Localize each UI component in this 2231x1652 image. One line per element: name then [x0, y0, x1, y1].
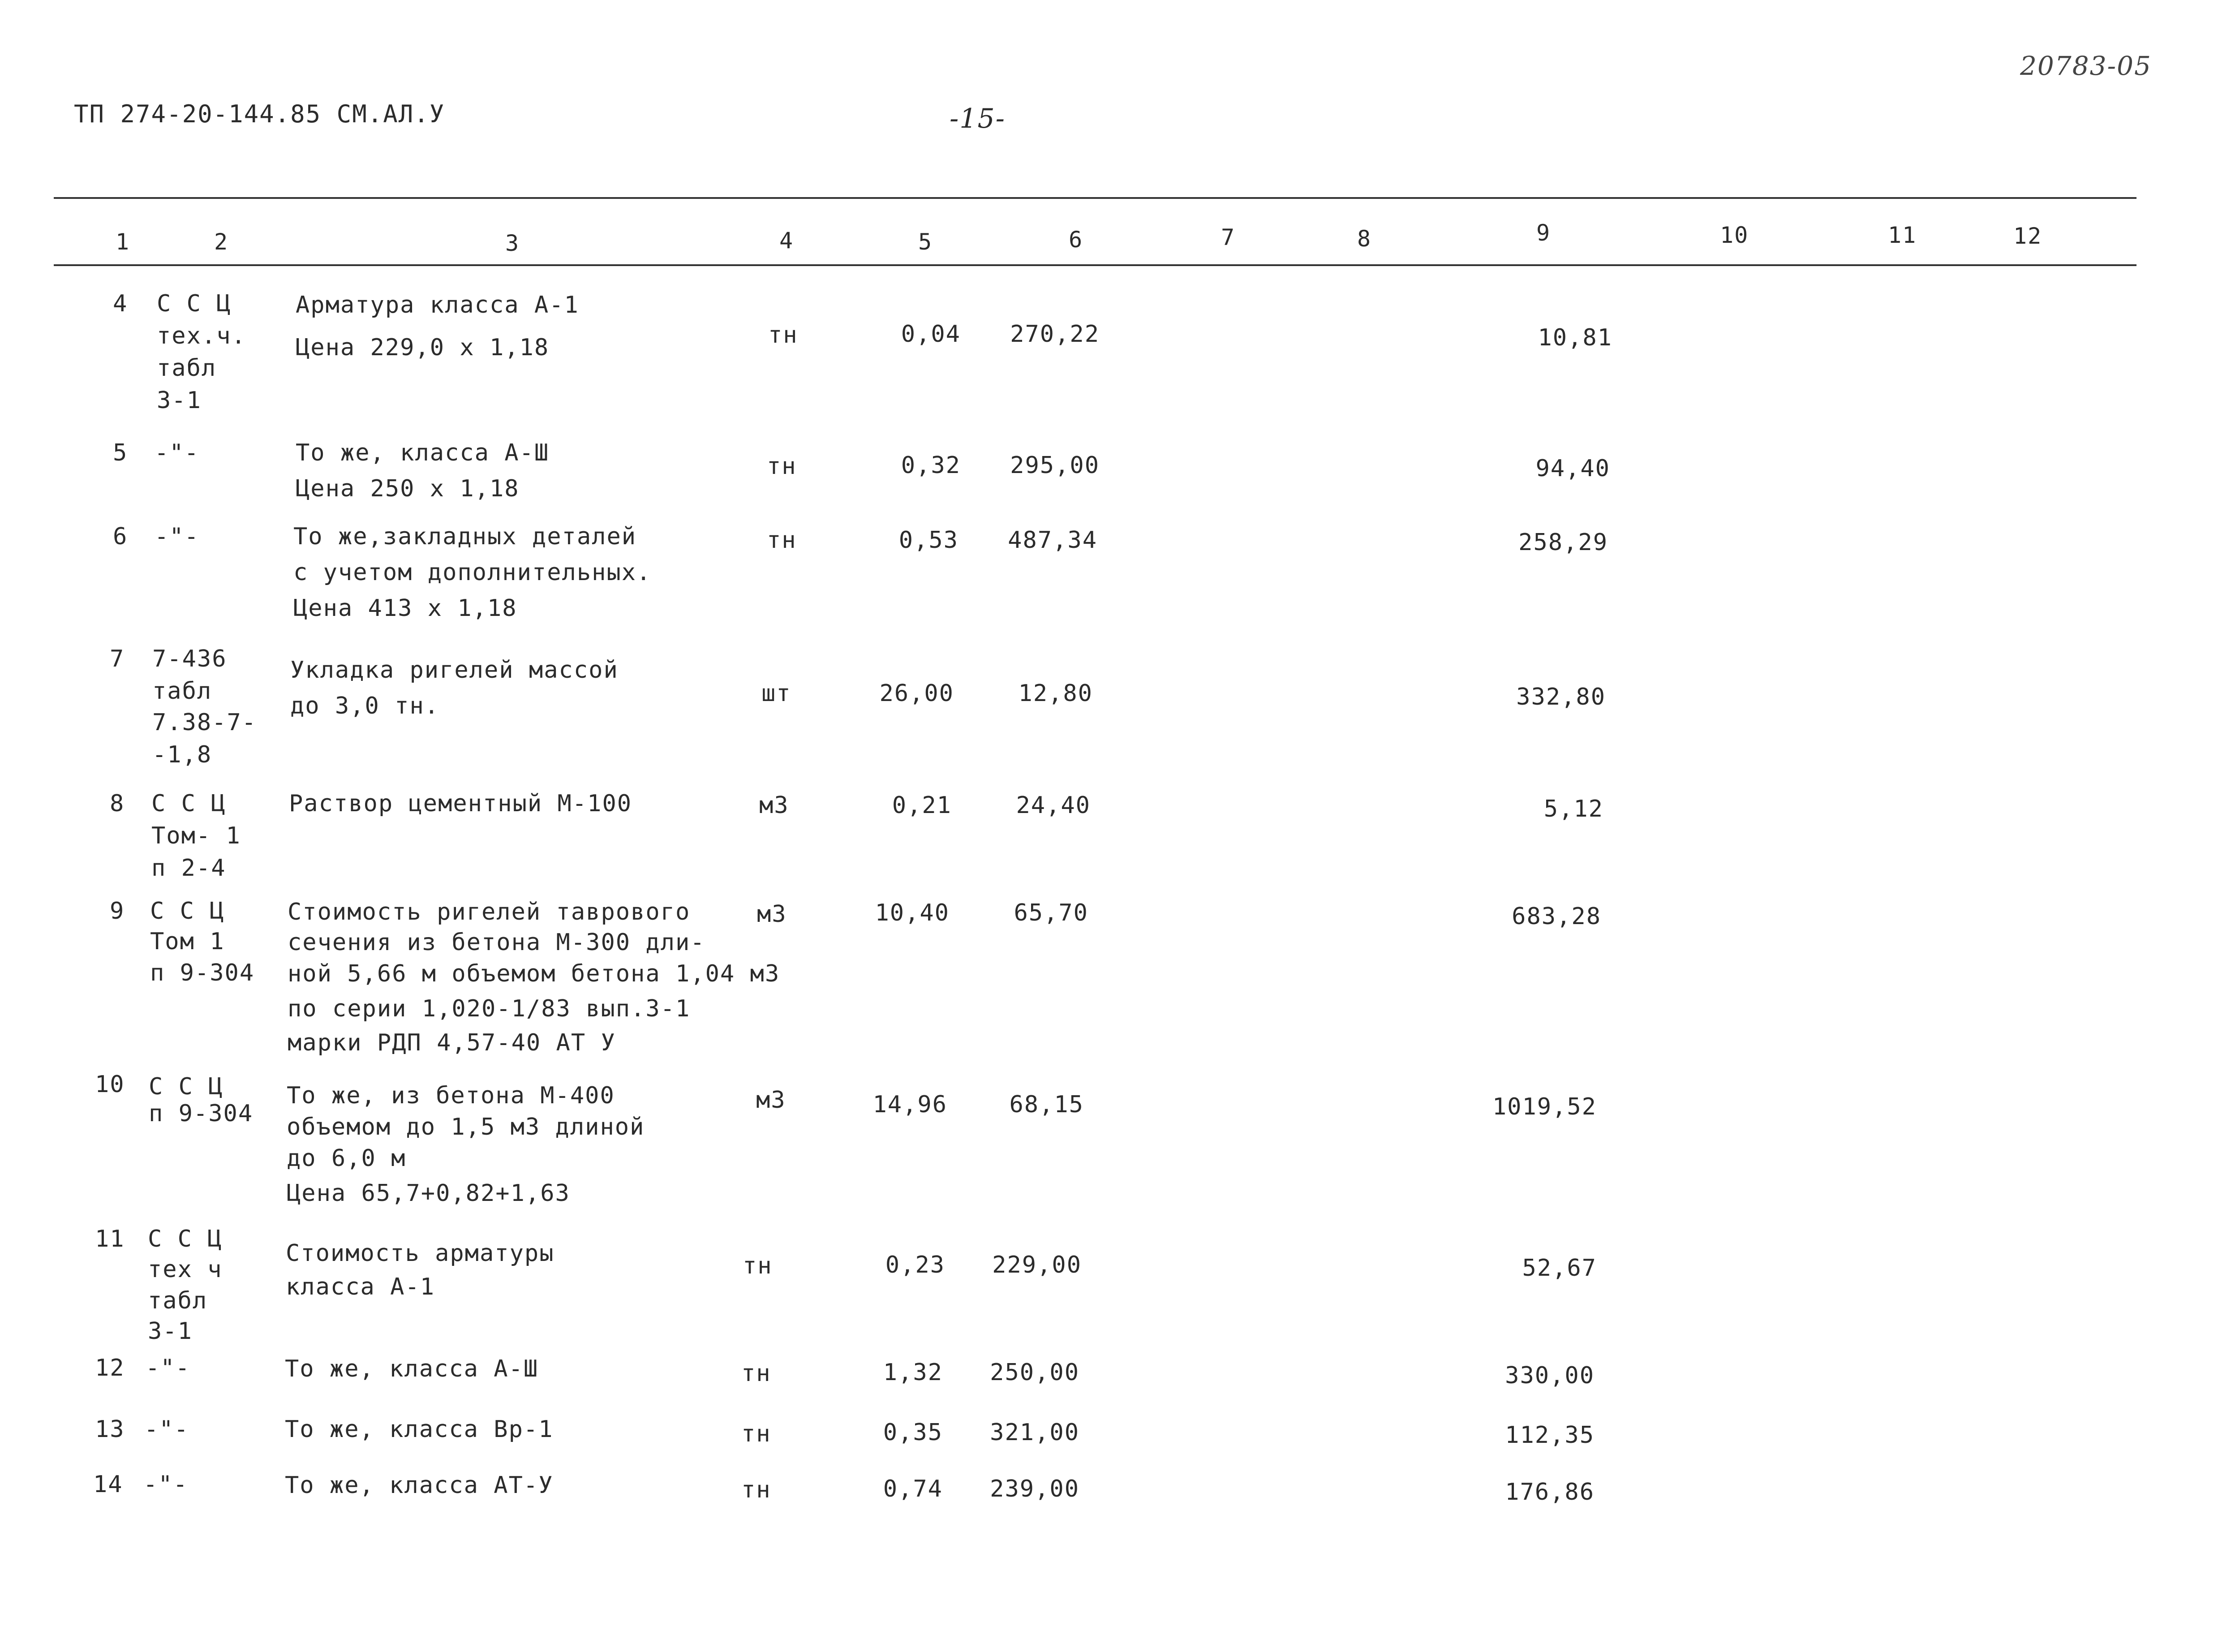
row-unit: м3 — [757, 901, 787, 928]
row-description: Укладка ригелей массой до 3,0 тн. — [290, 657, 619, 719]
row-total: 683,28 — [1512, 903, 1601, 930]
row-quantity: 0,23 — [885, 1252, 945, 1278]
row-quantity: 26,00 — [879, 680, 954, 707]
row-reference: -"- — [155, 523, 199, 550]
row-quantity: 0,53 — [898, 527, 959, 554]
archive-number: 20783-05 — [2020, 51, 2152, 81]
row-unit-price: 24,40 — [1016, 792, 1091, 819]
row-quantity: 0,32 — [901, 452, 961, 479]
column-header-2: 2 — [214, 229, 229, 255]
row-description: Арматура класса А-1 Цена 229,0 х 1,18 — [296, 292, 579, 361]
row-number: 13 — [95, 1416, 125, 1443]
row-total: 5,12 — [1543, 796, 1603, 822]
row-number: 11 — [95, 1226, 125, 1252]
page-number: -15- — [950, 103, 1006, 134]
row-number: 6 — [113, 523, 128, 550]
row-number: 12 — [95, 1355, 125, 1381]
header-bottom-rule — [54, 264, 2136, 266]
row-reference: 7-436 табл 7.38-7- -1,8 — [152, 645, 257, 768]
row-number: 8 — [110, 790, 125, 817]
row-reference: С С Ц тех ч табл 3-1 — [148, 1226, 223, 1345]
row-description: То же, класса Вр-1 — [285, 1416, 554, 1443]
row-quantity: 1,32 — [883, 1359, 943, 1386]
row-unit: тн — [741, 1360, 771, 1387]
column-header-8: 8 — [1357, 226, 1372, 252]
row-reference: -"- — [143, 1471, 188, 1498]
column-header-5: 5 — [918, 229, 933, 255]
row-unit-price: 65,70 — [1014, 899, 1088, 926]
row-unit: шт — [761, 680, 791, 707]
column-header-12: 12 — [2013, 223, 2042, 249]
column-header-6: 6 — [1069, 227, 1083, 253]
row-description: То же, класса АТ-У — [285, 1472, 554, 1499]
row-description: Стоимость ригелей таврового сечения из бетона М-300 дли- ной 5,66 м объемом бетона 1,04 м3 по серии 1,020-1/83 вып.3-1 марки РДП 4,57-40 АТ У — [288, 899, 780, 1056]
row-reference: -"- — [155, 439, 199, 466]
row-number: 5 — [113, 439, 128, 466]
row-description: То же, класса А-Ш Цена 250 х 1,18 — [296, 439, 550, 502]
column-header-1: 1 — [116, 229, 130, 255]
row-quantity: 10,40 — [875, 899, 950, 926]
row-unit: тн — [768, 322, 798, 348]
row-unit: тн — [741, 1476, 771, 1503]
row-total: 176,86 — [1505, 1479, 1595, 1506]
row-number: 4 — [113, 290, 128, 317]
column-header-11: 11 — [1888, 222, 1917, 248]
row-reference: С С Ц Том- 1 п 2-4 — [151, 790, 241, 882]
row-unit: тн — [741, 1420, 771, 1447]
row-total: 332,80 — [1516, 684, 1606, 710]
column-header-10: 10 — [1720, 222, 1749, 248]
row-quantity: 0,21 — [892, 792, 952, 819]
row-unit-price: 487,34 — [1008, 527, 1097, 554]
row-unit: тн — [767, 527, 797, 554]
row-unit-price: 12,80 — [1018, 680, 1093, 707]
column-header-4: 4 — [779, 228, 794, 254]
row-number: 10 — [95, 1071, 125, 1098]
row-number: 7 — [110, 645, 125, 672]
row-description: То же, из бетона М-400 объемом до 1,5 м3 длиной до 6,0 м Цена 65,7+0,82+1,63 — [287, 1082, 645, 1207]
row-reference: -"- — [146, 1355, 190, 1381]
row-quantity: 0,04 — [901, 321, 961, 348]
row-total: 112,35 — [1505, 1422, 1595, 1449]
row-unit: тн — [743, 1252, 773, 1279]
row-unit-price: 68,15 — [1009, 1091, 1084, 1118]
column-header-9: 9 — [1536, 220, 1551, 246]
row-quantity: 0,74 — [883, 1476, 943, 1502]
row-reference: С С Ц тех.ч. табл 3-1 — [157, 290, 246, 414]
row-total: 94,40 — [1535, 455, 1610, 482]
column-header-7: 7 — [1221, 224, 1236, 250]
header-top-rule — [54, 197, 2136, 199]
row-total: 258,29 — [1518, 529, 1608, 556]
row-total: 10,81 — [1538, 324, 1612, 351]
row-total: 52,67 — [1522, 1255, 1597, 1282]
row-unit-price: 250,00 — [990, 1359, 1079, 1386]
row-unit: м3 — [759, 792, 789, 819]
row-number: 14 — [93, 1471, 123, 1498]
row-unit-price: 295,00 — [1010, 452, 1100, 479]
row-unit: м3 — [756, 1087, 786, 1114]
row-unit-price: 239,00 — [990, 1476, 1079, 1502]
row-reference: С С Ц п 9-304 — [149, 1073, 254, 1127]
row-description: То же, класса А-Ш — [285, 1355, 539, 1382]
row-description: Стоимость арматуры класса А-1 — [286, 1240, 555, 1300]
row-unit: тн — [767, 453, 797, 480]
row-quantity: 14,96 — [873, 1091, 947, 1118]
row-quantity: 0,35 — [883, 1419, 943, 1446]
row-unit-price: 270,22 — [1010, 321, 1100, 348]
row-total: 1019,52 — [1492, 1093, 1597, 1120]
row-number: 9 — [110, 898, 125, 925]
row-reference: С С Ц Том 1 п 9-304 — [150, 898, 255, 986]
row-reference: -"- — [144, 1416, 189, 1443]
document-code: ТП 274-20-144.85 СМ.АЛ.У — [74, 100, 445, 128]
row-total: 330,00 — [1505, 1362, 1595, 1389]
row-description: То же,закладных деталей с учетом дополнительных. Цена 413 х 1,18 — [293, 523, 652, 622]
row-unit-price: 321,00 — [990, 1419, 1079, 1446]
column-header-3: 3 — [505, 230, 520, 256]
row-unit-price: 229,00 — [992, 1252, 1082, 1278]
row-description: Раствор цементный М-100 — [289, 790, 632, 817]
